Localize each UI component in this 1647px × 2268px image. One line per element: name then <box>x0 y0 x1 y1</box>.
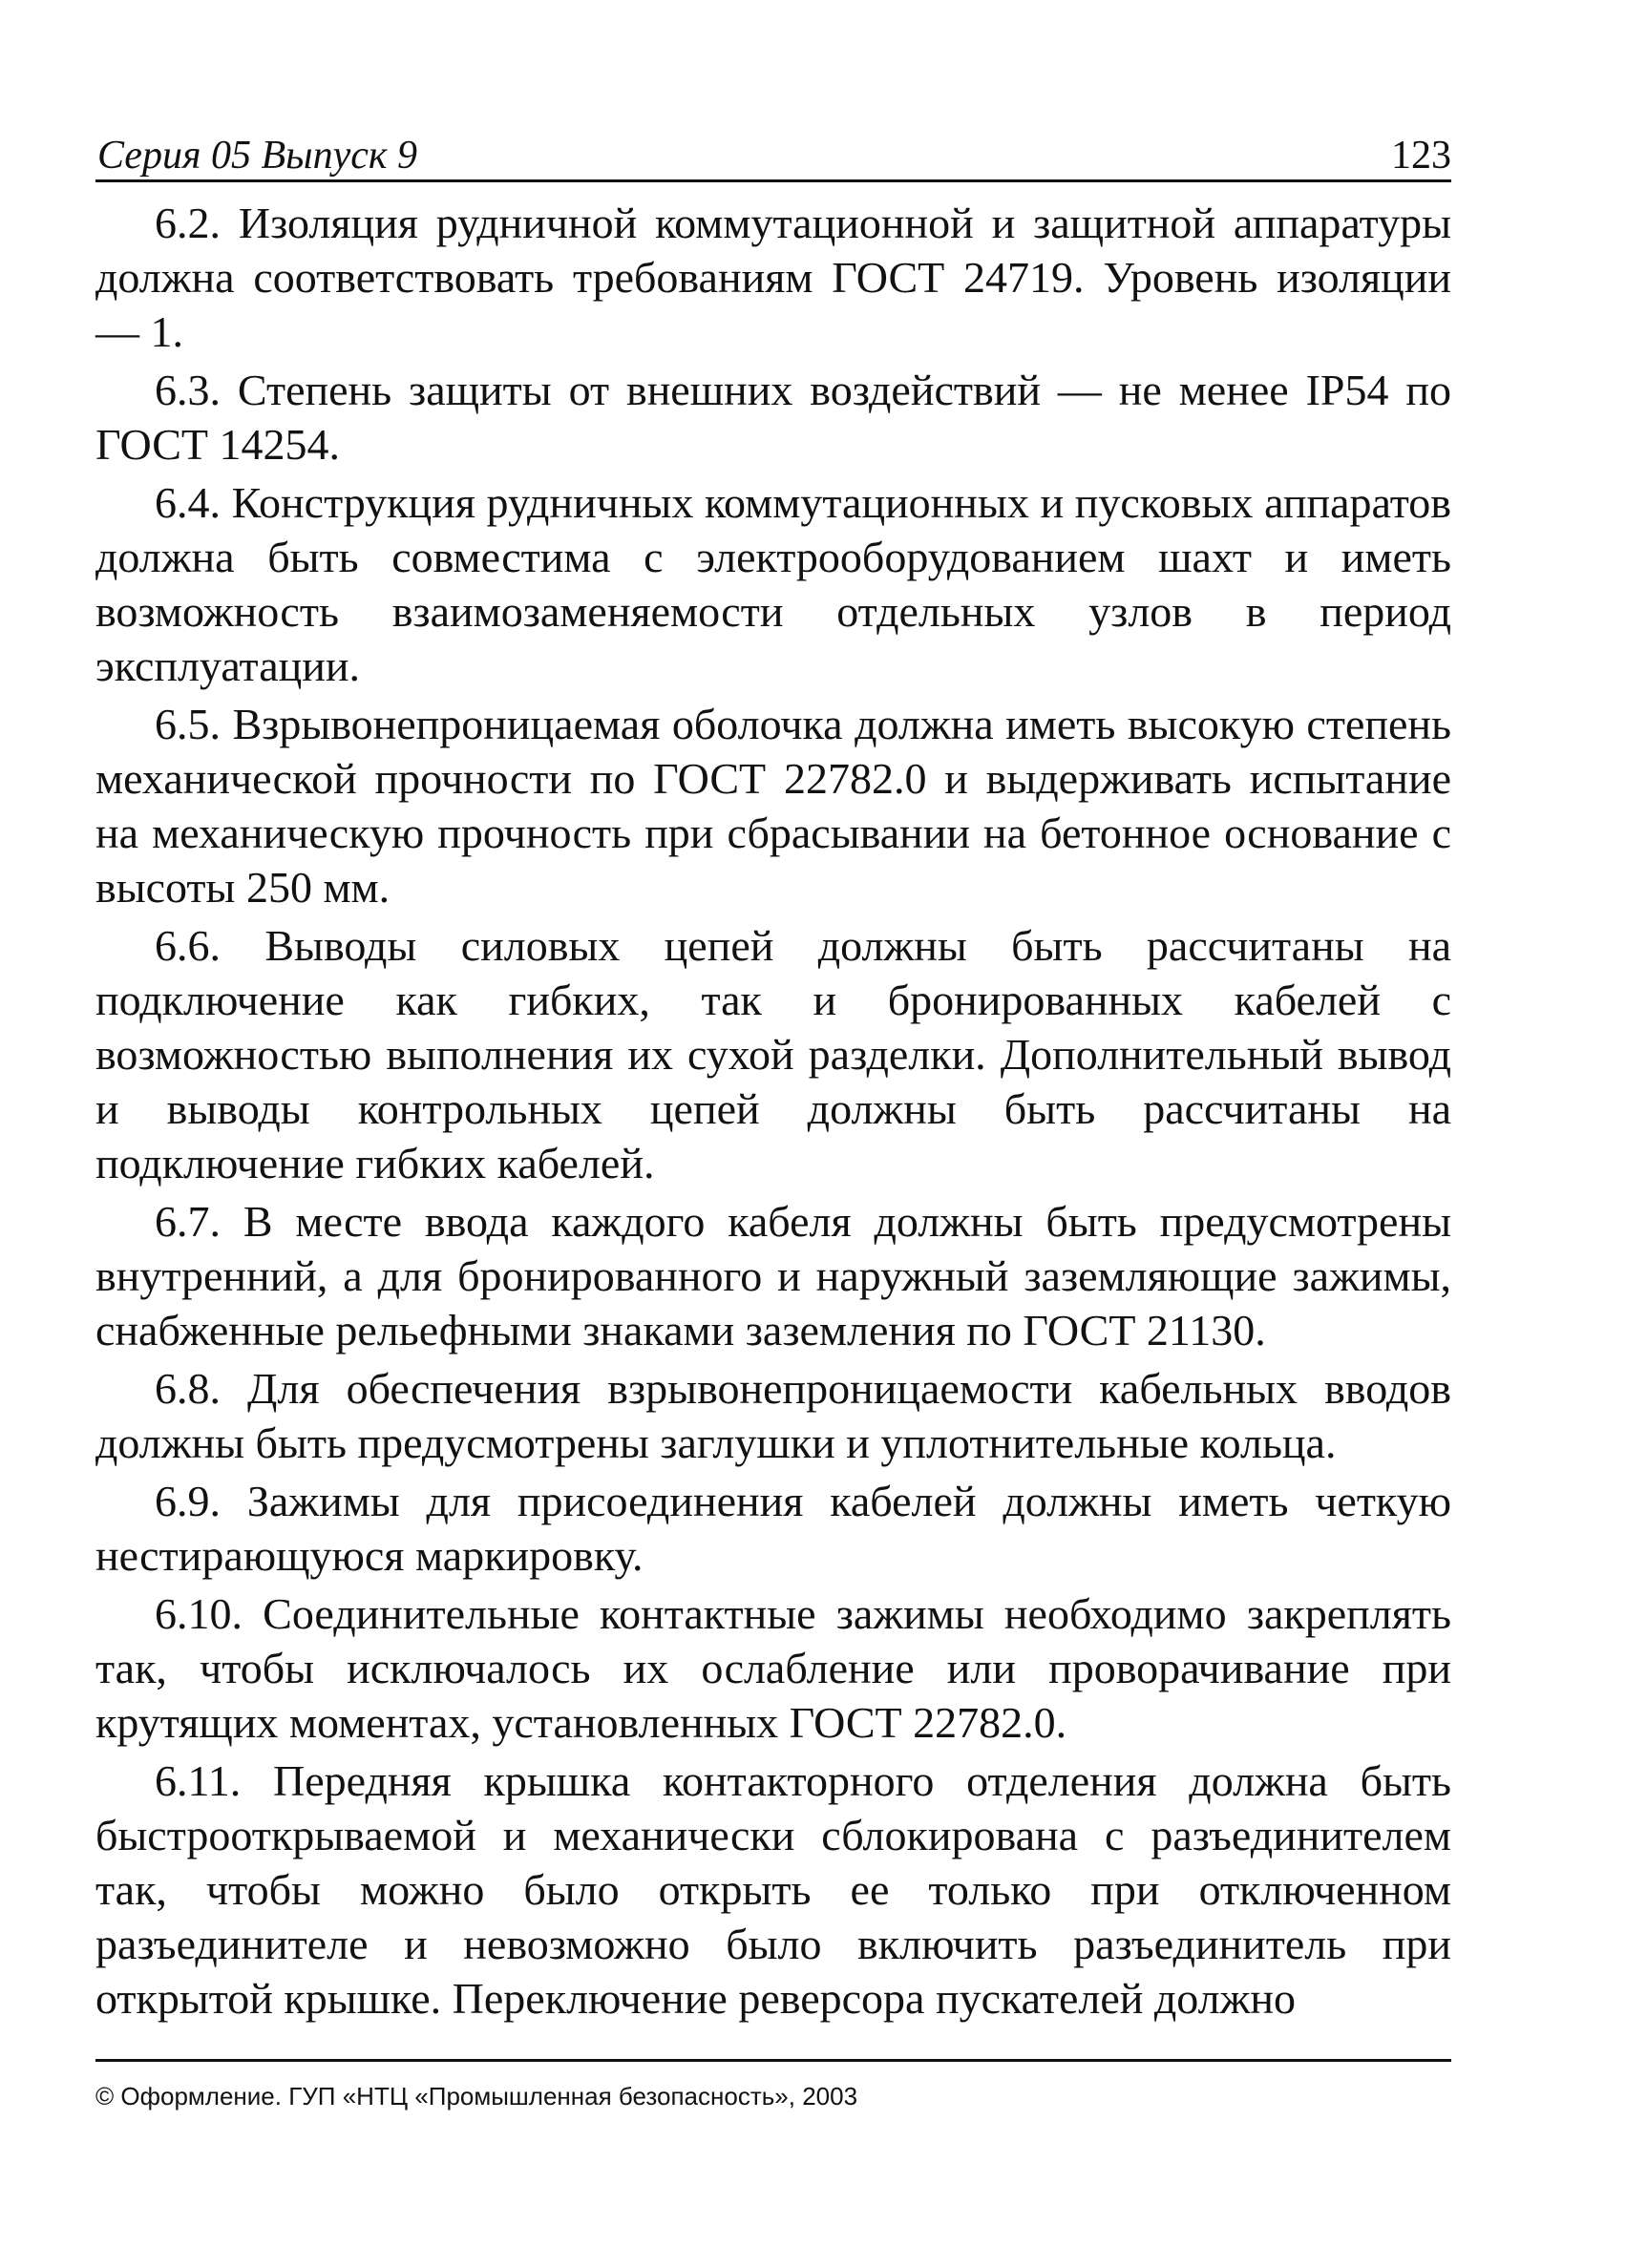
paragraph-6-9: 6.9. Зажимы для присоединения кабелей должны иметь четкую нестирающуюся маркировку. <box>95 1477 1451 1580</box>
paragraph-6-4: 6.4. Конструкция рудничных коммутационных и пусковых аппаратов должна быть совместима с электрооборудованием шахт и иметь возможность взаимозаменяемости отдельных узлов в период эксплуатации. <box>95 478 1451 690</box>
page-number: 123 <box>1391 134 1451 178</box>
series-title: Серия 05 Выпуск 9 <box>97 134 417 178</box>
paragraph-6-10: 6.10. Соединительные контактные зажимы необходимо закреплять так, чтобы исключалось их ослабление или проворачивание при крутящих моментах, установленных ГОСТ 22782.0. <box>95 1589 1451 1747</box>
paragraph-6-11: 6.11. Передняя крышка контакторного отделения должна быть быстрооткрываемой и механически сблокирована с разъединителем так, чтобы можно было открыть ее только при отключенном разъединителе и невозможно было включить разъединитель при открытой крышке. Переключение реверсора пускателей должно <box>95 1756 1451 2023</box>
paragraph-6-8: 6.8. Для обеспечения взрывонепроницаемости кабельных вводов должны быть предусмотрены заглушки и уплотнительные кольца. <box>95 1364 1451 1467</box>
page-header <box>95 115 1451 182</box>
paragraph-6-2: 6.2. Изоляция рудничной коммутационной и защитной аппаратуры должна соответствовать требованиям ГОСТ 24719. Уровень изоляции — 1. <box>95 199 1451 356</box>
footer-copyright: © Оформление. ГУП «НТЦ «Промышленная безопасность», 2003 <box>95 2082 858 2110</box>
body-text <box>95 196 1451 2029</box>
paragraph-6-3: 6.3. Степень защиты от внешних воздействий — не менее IP54 по ГОСТ 14254. <box>95 366 1451 469</box>
paragraph-6-6: 6.6. Выводы силовых цепей должны быть рассчитаны на подключение как гибких, так и бронированных кабелей с возможностью выполнения их сухой разделки. Дополнительный вывод и выводы контрольных цепей должны быть рассчитаны на подключение гибких кабелей. <box>95 921 1451 1187</box>
footer-divider <box>95 2059 1451 2062</box>
paragraph-6-7: 6.7. В месте ввода каждого кабеля должны быть предусмотрены внутренний, а для бронированного и наружный заземляющие зажимы, снабженные рельефными знаками заземления по ГОСТ 21130. <box>95 1197 1451 1354</box>
paragraph-6-5: 6.5. Взрывонепроницаемая оболочка должна иметь высокую степень механической прочности по ГОСТ 22782.0 и выдерживать испытание на механическую прочность при сбрасывании на бетонное основание с высоты 250 мм. <box>95 700 1451 912</box>
